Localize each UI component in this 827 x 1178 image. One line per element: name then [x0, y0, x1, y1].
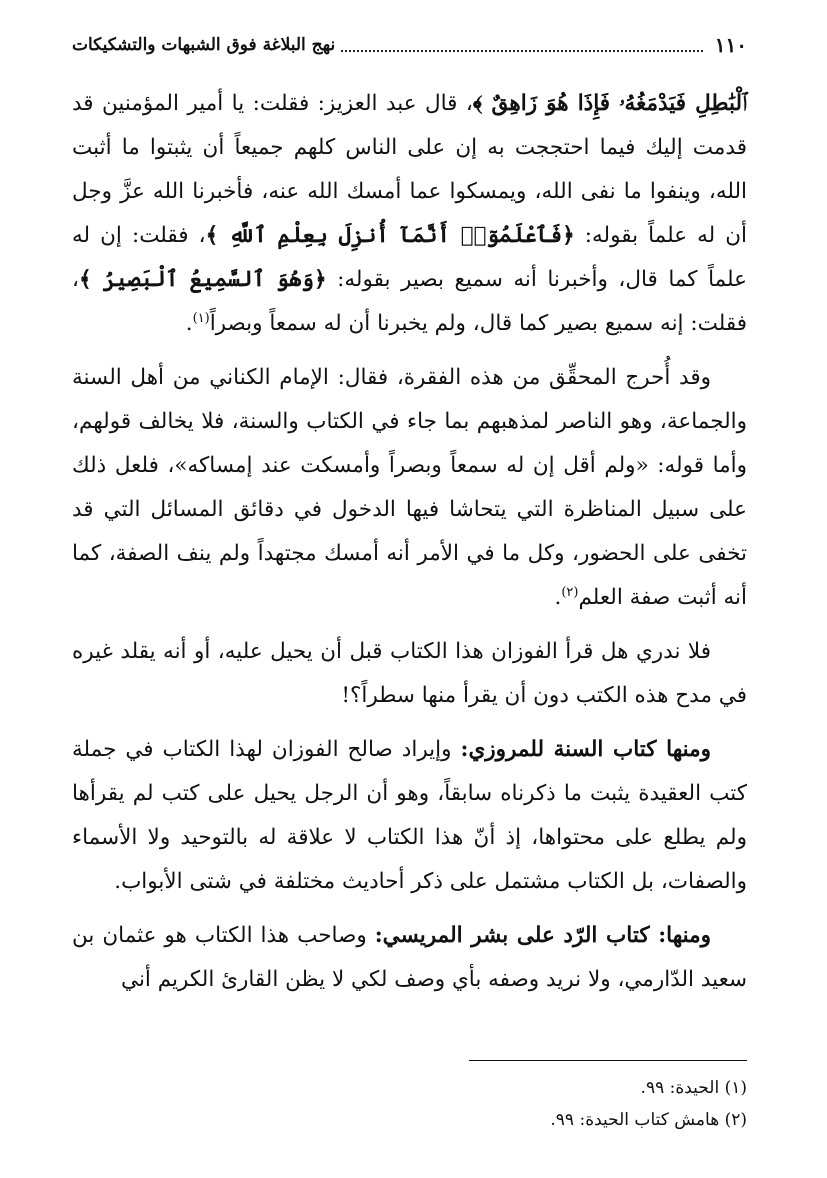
- main-text: [72, 82, 747, 1012]
- quran-verse: ﴿فَٱعْلَمُوٓا۟ أَنَّمَآ أُنزِلَ بِعِلْمِ ٱللَّهِ ﴾: [205, 223, 575, 248]
- paragraph-text: وقد أُحرج المحقِّق من هذه الفقرة، فقال: الإمام الكناني من أهل السنة والجماعة، وهو الناصر لمذهبهم بما جاء في الكتاب والسنة، فلا يخالف قولهم، وأما قوله: «ولم أقل إن له سمعاً وبصراً وأمسكت عند إمساكه»، فلعل ذلك على سبيل المناظرة التي يتحاشا فيها الدخول في دقائق المسائل التي قد تخفى على الحضور، وكل ما في الأمر أنه أمسك مجتهداً ولم ينف الصفة، كما أنه أثبت صفة العلم: [72, 365, 747, 610]
- page-header: [72, 28, 747, 62]
- paragraph-text: وصاحب هذا الكتاب هو عثمان بن سعيد الدّارمي، ولا نريد وصفه بأي وصف لكي لا يظن القارئ الكريم أني: [72, 923, 747, 992]
- paragraph-1: [72, 82, 747, 346]
- footnote-divider: [469, 1060, 747, 1061]
- section-lead: ومنها كتاب السنة للمروزي:: [460, 737, 712, 762]
- footnote-ref-1[interactable]: (١): [192, 310, 210, 326]
- sentence-end: .: [185, 311, 193, 336]
- paragraph-2: [72, 356, 747, 620]
- running-title: نهج البلاغة فوق الشبهات والتشكيكات: [72, 35, 336, 55]
- paragraph-3: [72, 630, 747, 718]
- paragraph-text: فلا ندري هل قرأ الفوزان هذا الكتاب قبل أن يحيل عليه، أو أنه يقلد غيره في مدح هذه الكتب دون أن يقرأ منها سطراً؟!: [72, 639, 747, 708]
- section-lead: ومنها: كتاب الرّد على بشر المريسي:: [374, 923, 711, 948]
- quran-verse: ٱلْبَٰطِلِ فَيَدْمَغُهُۥ فَإِذَا هُوَ زَاهِقٌ ﴾: [472, 91, 747, 116]
- paragraph-text: ، فقلت: إن له علماً كما قال، وأخبرنا أنه سميع بصير بقوله:: [72, 223, 747, 292]
- footnote-2: (٢) هامش كتاب الحيدة: ٩٩.: [550, 1110, 747, 1130]
- footnote-ref-2[interactable]: (٢): [561, 584, 579, 600]
- footnote-1: (١) الحيدة: ٩٩.: [640, 1078, 747, 1098]
- paragraph-5: [72, 914, 747, 1002]
- paragraph-text: وإيراد صالح الفوزان لهذا الكتاب في جملة كتب العقيدة يثبت ما ذكرناه سابقاً، وهو أن الرجل يحيل على كتب لم يقرأها ولم يطلع على محتواها، إذ أنّ هذا الكتاب لا علاقة له بالتوحيد ولا الأسماء والصفات، بل الكتاب مشتمل على ذكر أحاديث مختلفة في شتى الأبواب.: [72, 737, 747, 894]
- paragraph-text: ، فقلت: إنه سميع بصير كما قال، ولم يخبرنا أن له سمعاً وبصراً: [72, 267, 747, 336]
- paragraph-text: ، قال عبد العزيز: فقلت: يا أمير المؤمنين قد قدمت إليك فيما احتججت به إن على الناس كلهم جميعاً أن يثبتوا ما أثبت الله، وينفوا ما نفى الله، ويمسكوا عما أمسك الله عنه، فأخبرنا الله عزَّ وجل أن له علماً بقوله:: [72, 91, 747, 248]
- quran-verse: ﴿وَهُوَ ٱلسَّمِيعُ ٱلْبَصِيرُ ﴾: [78, 267, 327, 292]
- header-dot-leader: [341, 38, 703, 52]
- page-number: ١١٠: [714, 33, 747, 57]
- paragraph-4: [72, 728, 747, 904]
- sentence-end: .: [554, 585, 562, 610]
- footnotes: [72, 1072, 747, 1136]
